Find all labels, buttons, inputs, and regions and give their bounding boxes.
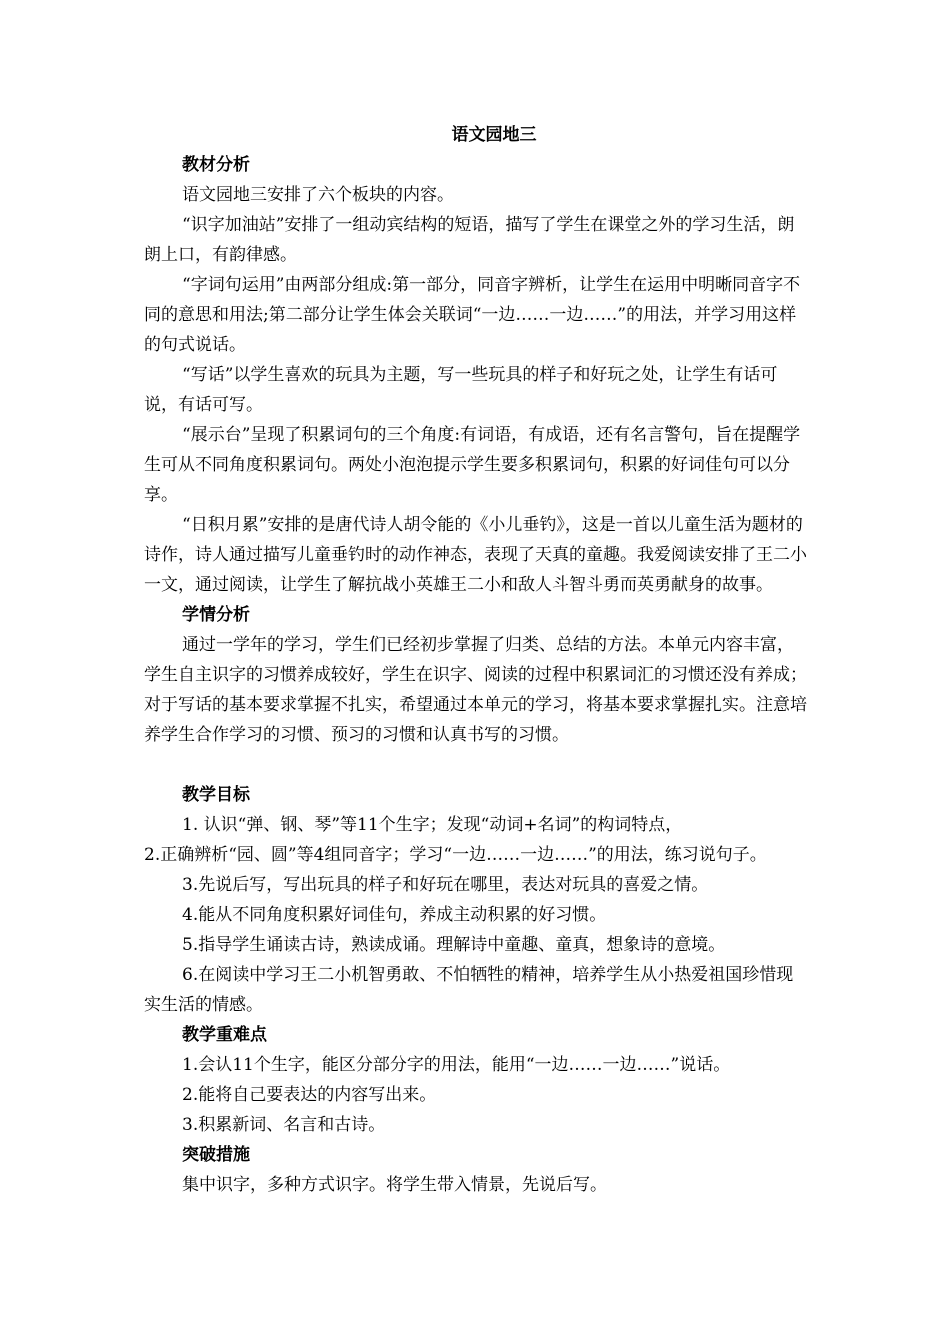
paragraph: 语文园地三安排了六个板块的内容。: [182, 185, 454, 205]
paragraph: “字词句运用”由两部分组成:第一部分，同音字辨析，让学生在运用中明晰同音字不同的意思和用法;第二部分让学生体会关联词“一边……一边……”的用法，并学习用这样的句式说话。: [144, 275, 801, 355]
heading-analysis: 教材分析: [182, 155, 250, 175]
goal-item: 1. 认识“弹、钢、琴”等11个生字；发现“动词+名词”的构词特点，: [182, 815, 683, 835]
heading-students: 学情分析: [182, 605, 250, 625]
heading-measures: 突破措施: [182, 1145, 250, 1165]
goal-item: 5.指导学生诵读古诗，熟读成诵。理解诗中童趣、童真，想象诗的意境。: [182, 935, 726, 955]
document-body: [144, 150, 809, 1200]
paragraph: “展示台”呈现了积累词句的三个角度:有词语，有成语，还有名言警句，旨在提醒学生可从不同角度积累词句。两处小泡泡提示学生要多积累词句，积累的好词佳句可以分享。: [144, 425, 801, 505]
paragraph: “识字加油站”安排了一组动宾结构的短语，描写了学生在课堂之外的学习生活，朗朗上口，有韵律感。: [144, 215, 795, 265]
paragraph: “写话”以学生喜欢的玩具为主题，写一些玩具的样子和好玩之处，让学生有话可说，有话可写。: [144, 365, 778, 415]
goal-item: 4.能从不同角度积累好词佳句，养成主动积累的好习惯。: [182, 905, 607, 925]
paragraph: “日积月累”安排的是唐代诗人胡令能的《小儿垂钓》，这是一首以儿童生活为题材的诗作，诗人通过描写儿童垂钓时的动作神态，表现了天真的童趣。我爱阅读安排了王二小一文，通过阅读，让学生了解抗战小英雄王二小和敌人斗智斗勇而英勇献身的故事。: [144, 515, 807, 595]
document-title: 语文园地三: [451, 125, 537, 145]
keypoint-item: 1.会认11个生字，能区分部分字的用法，能用“一边……一边……”说话。: [182, 1055, 731, 1075]
heading-goals: 教学目标: [182, 785, 250, 805]
paragraph: 通过一学年的学习，学生们已经初步掌握了归类、总结的方法。本单元内容丰富，学生自主识字的习惯养成较好，学生在识字、阅读的过程中积累词汇的习惯还没有养成；对于写话的基本要求掌握不扎实，希望通过本单元的学习，将基本要求掌握扎实。注意培养学生合作学习的习惯、预习的习惯和认真书写的习惯。: [144, 635, 807, 745]
paragraph: 集中识字，多种方式识字。将学生带入情景，先说后写。: [182, 1175, 607, 1195]
goal-item: 2.正确辨析“园、圆”等4组同音字；学习“一边……一边……”的用法，练习说句子。: [144, 845, 767, 865]
heading-keypoints: 教学重难点: [182, 1025, 267, 1045]
goal-item: 6.在阅读中学习王二小机智勇敢、不怕牺牲的精神，培养学生从小热爱祖国珍惜现实生活的情感。: [144, 965, 794, 1015]
keypoint-item: 3.积累新词、名言和古诗。: [182, 1115, 386, 1135]
keypoint-item: 2.能将自己要表达的内容写出来。: [182, 1085, 437, 1105]
blank-line: [144, 750, 809, 780]
goal-item: 3.先说后写，写出玩具的样子和好玩在哪里，表达对玩具的喜爱之情。: [182, 875, 709, 895]
